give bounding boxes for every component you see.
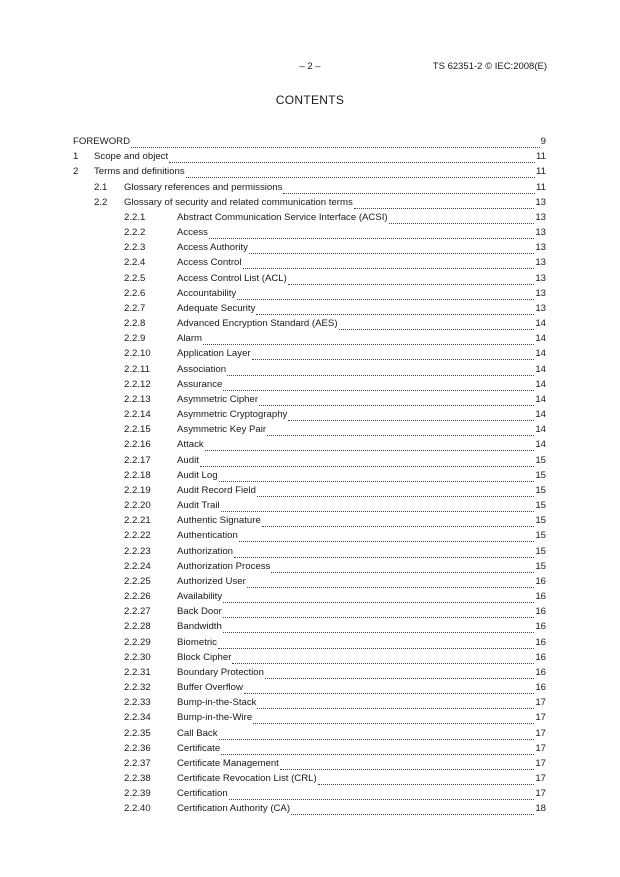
toc-entry-title: Audit Log — [177, 469, 218, 481]
toc-entry-number: 2.2.2 — [124, 227, 146, 239]
toc-entry-page: 13 — [535, 196, 546, 208]
toc-entry-page: 13 — [535, 227, 546, 239]
toc-entry-number: 2.2.6 — [124, 287, 146, 299]
toc-entry-title: Certificate Management — [177, 757, 279, 769]
dot-leader — [205, 440, 535, 451]
toc-entry-title: Glossary of security and related communication terms — [124, 196, 353, 208]
toc-entry-number: 2.2.20 — [124, 500, 151, 512]
dot-leader — [244, 683, 534, 694]
toc-entry-page: 13 — [535, 257, 546, 269]
toc-entry[interactable] — [0, 620, 546, 634]
dot-leader — [219, 471, 535, 482]
dot-leader — [257, 698, 534, 709]
toc-entry-number: 2.2.32 — [124, 682, 151, 694]
toc-entry-number: 2.2.12 — [124, 378, 151, 390]
toc-entry-number: 2 — [73, 166, 79, 178]
toc-entry-title: Scope and object — [94, 151, 169, 163]
toc-entry-page: 18 — [535, 803, 546, 815]
toc-entry-title: Adequate Security — [177, 302, 256, 314]
toc-entry[interactable] — [0, 272, 546, 286]
toc-entry-page: 11 — [536, 151, 546, 163]
toc-entry-title: Abstract Communication Service Interface (ACSI) — [177, 211, 388, 223]
toc-entry-title: Alarm — [177, 333, 203, 345]
toc-entry[interactable] — [0, 287, 546, 301]
toc-entry[interactable] — [0, 696, 546, 710]
toc-entry-page: 14 — [535, 333, 546, 345]
toc-entry-title: Buffer Overflow — [177, 682, 243, 694]
toc-entry-page: 13 — [535, 211, 546, 223]
toc-entry-page: 11 — [536, 181, 546, 193]
toc-entry[interactable] — [0, 575, 546, 589]
toc-entry[interactable] — [0, 150, 546, 164]
dot-leader — [223, 607, 535, 618]
toc-entry[interactable] — [0, 181, 546, 195]
toc-entry-number: 2.2.1 — [124, 211, 146, 223]
toc-entry-number: 2.2.26 — [124, 591, 151, 603]
toc-entry-page: 15 — [535, 469, 546, 481]
toc-entry-number: 2.1 — [94, 181, 108, 193]
dot-leader — [223, 622, 535, 633]
dot-leader — [218, 638, 534, 649]
toc-entry-number: 2.2.11 — [124, 363, 150, 375]
toc-entry-page: 13 — [535, 242, 546, 254]
toc-entry-number: 2.2.29 — [124, 636, 151, 648]
toc-entry-title: Accountability — [177, 287, 237, 299]
dot-leader — [318, 774, 535, 785]
toc-entry-page: 16 — [535, 651, 546, 663]
dot-leader — [288, 410, 534, 421]
toc-entry[interactable] — [0, 211, 546, 225]
dot-leader — [262, 516, 535, 527]
toc-entry-number: 2.2.22 — [124, 530, 151, 542]
toc-entry-number: 2.2.15 — [124, 424, 151, 436]
toc-entry[interactable] — [0, 636, 546, 650]
toc-entry[interactable] — [0, 605, 546, 619]
dot-leader — [257, 486, 534, 497]
toc-entry-page: 17 — [535, 697, 546, 709]
toc-entry-number: 2.2.4 — [124, 257, 146, 269]
toc-entry-page: 14 — [535, 363, 546, 375]
toc-entry-number: 2.2.34 — [124, 712, 151, 724]
toc-entry-title: Asymmetric Cryptography — [177, 409, 288, 421]
toc-entry-page: 13 — [535, 287, 546, 299]
toc-entry-number: 2.2.14 — [124, 409, 151, 421]
dot-leader — [288, 274, 535, 285]
toc-entry[interactable] — [0, 363, 546, 377]
dot-leader — [200, 456, 534, 467]
toc-entry-number: 2.2.28 — [124, 621, 151, 633]
toc-entry-title: Terms and definitions — [94, 166, 185, 178]
toc-entry-page: 17 — [535, 757, 546, 769]
toc-entry-title: Glossary references and permissions — [124, 181, 283, 193]
page-number: – 2 – — [299, 61, 321, 72]
toc-entry-number: 2.2.19 — [124, 484, 151, 496]
toc-entry[interactable] — [0, 302, 546, 316]
dot-leader — [265, 668, 534, 679]
toc-entry-title: Bump-in-the-Wire — [177, 712, 253, 724]
toc-entry-page: 16 — [535, 636, 546, 648]
toc-entry-number: 2.2.17 — [124, 454, 151, 466]
toc-entry[interactable] — [0, 666, 546, 680]
toc-entry-title: Advanced Encryption Standard (AES) — [177, 318, 338, 330]
toc-entry[interactable] — [0, 514, 546, 528]
toc-entry-title: Asymmetric Key Pair — [177, 424, 267, 436]
dot-leader — [253, 713, 534, 724]
toc-entry-number: 2.2.10 — [124, 348, 151, 360]
toc-entry-page: 15 — [535, 454, 546, 466]
toc-entry[interactable] — [0, 545, 546, 559]
dot-leader — [237, 289, 534, 300]
toc-entry-number: 2.2.23 — [124, 545, 151, 557]
dot-leader — [227, 365, 534, 376]
toc-entry[interactable] — [0, 802, 546, 816]
toc-entry-number: 2.2.31 — [124, 666, 151, 678]
dot-leader — [243, 258, 535, 269]
toc-entry[interactable] — [0, 711, 546, 725]
dot-leader — [229, 789, 535, 800]
toc-entry-number: 2.2.25 — [124, 575, 151, 587]
toc-entry-page: 9 — [540, 136, 546, 147]
toc-entry-number: 2.2.16 — [124, 439, 151, 451]
dot-leader — [131, 137, 540, 148]
toc-entry-title: Audit Trail — [177, 500, 220, 512]
toc-entry-number: 2.2.33 — [124, 697, 151, 709]
dot-leader — [354, 198, 535, 209]
toc-entry-number: 2.2.18 — [124, 469, 151, 481]
dot-leader — [247, 577, 535, 588]
toc-entry-title: Access Control — [177, 257, 242, 269]
toc-entry-title: Attack — [177, 439, 204, 451]
toc-entry-page: 16 — [535, 575, 546, 587]
toc-entry-page: 13 — [535, 272, 546, 284]
toc-entry-page: 16 — [535, 682, 546, 694]
toc-entry-number: 2.2.8 — [124, 318, 146, 330]
dot-leader — [239, 531, 535, 542]
toc-entry-number: 2.2.38 — [124, 773, 151, 785]
toc-entry-number: 2.2.9 — [124, 333, 146, 345]
toc-entry-page: 14 — [535, 424, 546, 436]
toc-entry[interactable] — [0, 347, 546, 361]
toc-entry-title: Assurance — [177, 378, 223, 390]
toc-entry[interactable] — [0, 469, 546, 483]
toc-entry-page: 16 — [535, 606, 546, 618]
toc-entry[interactable] — [0, 135, 546, 149]
toc-entry[interactable] — [0, 165, 546, 179]
toc-entry[interactable] — [0, 727, 546, 741]
toc-entry[interactable] — [0, 787, 546, 801]
dot-leader — [209, 228, 534, 239]
toc-entry-page: 14 — [535, 378, 546, 390]
toc-entry-title: Access Authority — [177, 242, 248, 254]
toc-entry-title: Certification Authority (CA) — [177, 803, 291, 815]
dot-leader — [249, 243, 534, 254]
toc-entry-title: Boundary Protection — [177, 666, 264, 678]
toc-entry-page: 14 — [535, 348, 546, 360]
toc-entry-title: FOREWORD — [73, 136, 131, 147]
toc-entry-title: Availability — [177, 591, 223, 603]
toc-entry-page: 15 — [535, 500, 546, 512]
toc-entry-number: 2.2.3 — [124, 242, 146, 254]
toc-entry-number: 2.2.36 — [124, 742, 151, 754]
dot-leader — [291, 804, 534, 815]
toc-entry-page: 17 — [535, 742, 546, 754]
toc-entry-number: 2.2.35 — [124, 727, 151, 739]
toc-entry[interactable] — [0, 454, 546, 468]
toc-entry[interactable] — [0, 241, 546, 255]
dot-leader — [271, 562, 534, 573]
toc-entry-page: 17 — [535, 773, 546, 785]
toc-entry-page: 15 — [535, 515, 546, 527]
dot-leader — [389, 213, 535, 224]
toc-entry-title: Authorized User — [177, 575, 246, 587]
toc-entry-page: 17 — [535, 727, 546, 739]
dot-leader — [223, 592, 534, 603]
toc-entry-title: Certificate Revocation List (CRL) — [177, 773, 317, 785]
toc-entry[interactable] — [0, 393, 546, 407]
dot-leader — [169, 152, 535, 163]
toc-entry-number: 2.2.24 — [124, 560, 151, 572]
toc-entry-page: 17 — [535, 712, 546, 724]
toc-entry-page: 15 — [535, 484, 546, 496]
toc-entry[interactable] — [0, 196, 546, 210]
toc-entry-title: Access — [177, 227, 208, 239]
toc-entry-title: Application Layer — [177, 348, 251, 360]
dot-leader — [203, 334, 534, 345]
dot-leader — [283, 183, 535, 194]
toc-entry[interactable] — [0, 332, 546, 346]
toc-entry[interactable] — [0, 484, 546, 498]
toc-entry-page: 17 — [535, 788, 546, 800]
toc-entry-number: 2.2 — [94, 196, 108, 208]
toc-entry[interactable] — [0, 378, 546, 392]
toc-entry-page: 15 — [535, 530, 546, 542]
toc-entry-number: 2.2.21 — [124, 515, 151, 527]
toc-entry-number: 2.2.7 — [124, 302, 146, 314]
toc-entry-page: 14 — [535, 439, 546, 451]
toc-entry[interactable] — [0, 590, 546, 604]
dot-leader — [267, 425, 534, 436]
toc-entry-page: 15 — [535, 560, 546, 572]
toc-entry-number: 1 — [73, 151, 79, 163]
toc-entry-title: Asymmetric Cipher — [177, 393, 259, 405]
toc-entry-title: Audit — [177, 454, 199, 466]
dot-leader — [186, 167, 535, 178]
toc-entry-number: 2.2.40 — [124, 803, 151, 815]
document-identifier: TS 62351-2 © IEC:2008(E) — [432, 61, 547, 72]
dot-leader — [252, 349, 535, 360]
toc-entry-title: Access Control List (ACL) — [177, 272, 287, 284]
toc-entry-title: Bandwidth — [177, 621, 222, 633]
toc-entry[interactable] — [0, 681, 546, 695]
toc-entry-number: 2.2.27 — [124, 606, 151, 618]
toc-entry-page: 13 — [535, 302, 546, 314]
toc-entry[interactable] — [0, 408, 546, 422]
toc-entry-page: 16 — [535, 621, 546, 633]
toc-entry[interactable] — [0, 499, 546, 513]
toc-entry-title: Authentication — [177, 530, 238, 542]
toc-entry-page: 14 — [535, 318, 546, 330]
toc-entry-page: 11 — [536, 166, 546, 178]
toc-entry-title: Authentic Signature — [177, 515, 261, 527]
toc-entry-title: Authorization Process — [177, 560, 271, 572]
toc-entry-page: 16 — [535, 666, 546, 678]
toc-entry-number: 2.2.5 — [124, 272, 146, 284]
toc-entry-title: Association — [177, 363, 227, 375]
toc-entry-number: 2.2.37 — [124, 757, 151, 769]
toc-entry[interactable] — [0, 226, 546, 240]
dot-leader — [339, 319, 535, 330]
toc-entry-title: Authorization — [177, 545, 233, 557]
toc-entry[interactable] — [0, 256, 546, 270]
dot-leader — [221, 744, 534, 755]
dot-leader — [232, 653, 534, 664]
toc-entry-title: Audit Record Field — [177, 484, 256, 496]
toc-entry-title: Certification — [177, 788, 228, 800]
toc-entry[interactable] — [0, 560, 546, 574]
toc-entry-number: 2.2.39 — [124, 788, 151, 800]
toc-entry-title: Back Door — [177, 606, 222, 618]
dot-leader — [221, 501, 535, 512]
toc-entry-page: 16 — [535, 591, 546, 603]
dot-leader — [256, 304, 534, 315]
toc-entry-number: 2.2.13 — [124, 393, 151, 405]
toc-entry-page: 15 — [535, 545, 546, 557]
page-title: CONTENTS — [275, 93, 345, 107]
dot-leader — [259, 395, 534, 406]
toc-entry-page: 14 — [535, 409, 546, 421]
toc-entry[interactable] — [0, 757, 546, 771]
dot-leader — [219, 729, 535, 740]
toc-entry-title: Biometric — [177, 636, 217, 648]
toc-entry[interactable] — [0, 529, 546, 543]
toc-entry[interactable] — [0, 772, 546, 786]
dot-leader — [223, 380, 534, 391]
toc-entry[interactable] — [0, 438, 546, 452]
toc-entry-title: Block Cipher — [177, 651, 232, 663]
toc-entry[interactable] — [0, 317, 546, 331]
toc-entry-page: 14 — [535, 393, 546, 405]
toc-entry-title: Call Back — [177, 727, 218, 739]
toc-entry[interactable] — [0, 742, 546, 756]
toc-entry[interactable] — [0, 651, 546, 665]
toc-entry-title: Bump-in-the-Stack — [177, 697, 257, 709]
toc-entry-title: Certificate — [177, 742, 221, 754]
dot-leader — [280, 759, 534, 770]
toc-entry[interactable] — [0, 423, 546, 437]
dot-leader — [234, 547, 534, 558]
toc-entry-number: 2.2.30 — [124, 651, 151, 663]
